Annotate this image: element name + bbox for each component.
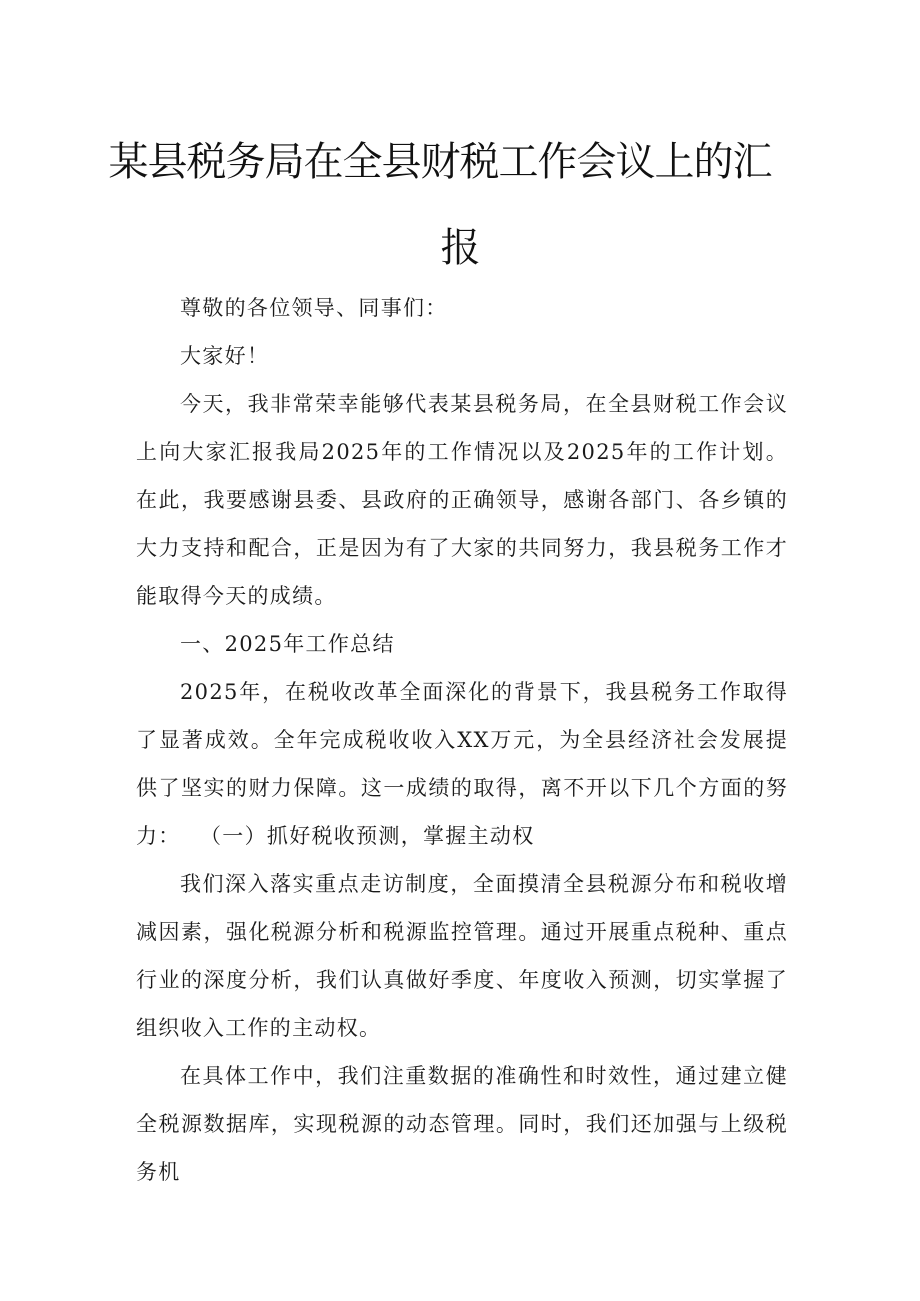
intro-paragraph: 今天，我非常荣幸能够代表某县税务局，在全县财税工作会议上向大家汇报我局2025年的工作情况以及2025年的工作计划。在此，我要感谢县委、县政府的正确领导，感谢各部门、各乡镇的大力支持和配合，正是因为有了大家的共同努力，我县税务工作才能取得今天的成绩。 [136,392,788,608]
document-title-line-1: 某县税务局在全县财税工作会议上的汇 [108,139,772,185]
subsection-paragraph-2: 在具体工作中，我们注重数据的准确性和时效性，通过建立健全税源数据库，实现税源的动态管理。同时，我们还加强与上级税务机 [136,1064,788,1184]
section-heading: 一、2025年工作总结 [180,632,395,656]
subsection-heading: （一）抓好税收预测，掌握主动权 [200,824,535,848]
salutation: 尊敬的各位领导、同事们： [180,296,448,320]
subsection-paragraph-1: 我们深入落实重点走访制度，全面摸清全县税源分布和税收增减因素，强化税源分析和税源监控管理。通过开展重点税种、重点行业的深度分析，我们认真做好季度、年度收入预测，切实掌握了组织收入工作的主动权。 [136,872,788,1040]
greeting: 大家好！ [180,344,270,368]
section-paragraph: 2025年，在税收改革全面深化的背景下，我县税务工作取得了显著成效。全年完成税收收入XX万元，为全县经济社会发展提供了坚实的财力保障。这一成绩的取得，离不开以下几个方面的努力： [136,680,788,848]
document-title-line-2: 报 [440,225,480,271]
